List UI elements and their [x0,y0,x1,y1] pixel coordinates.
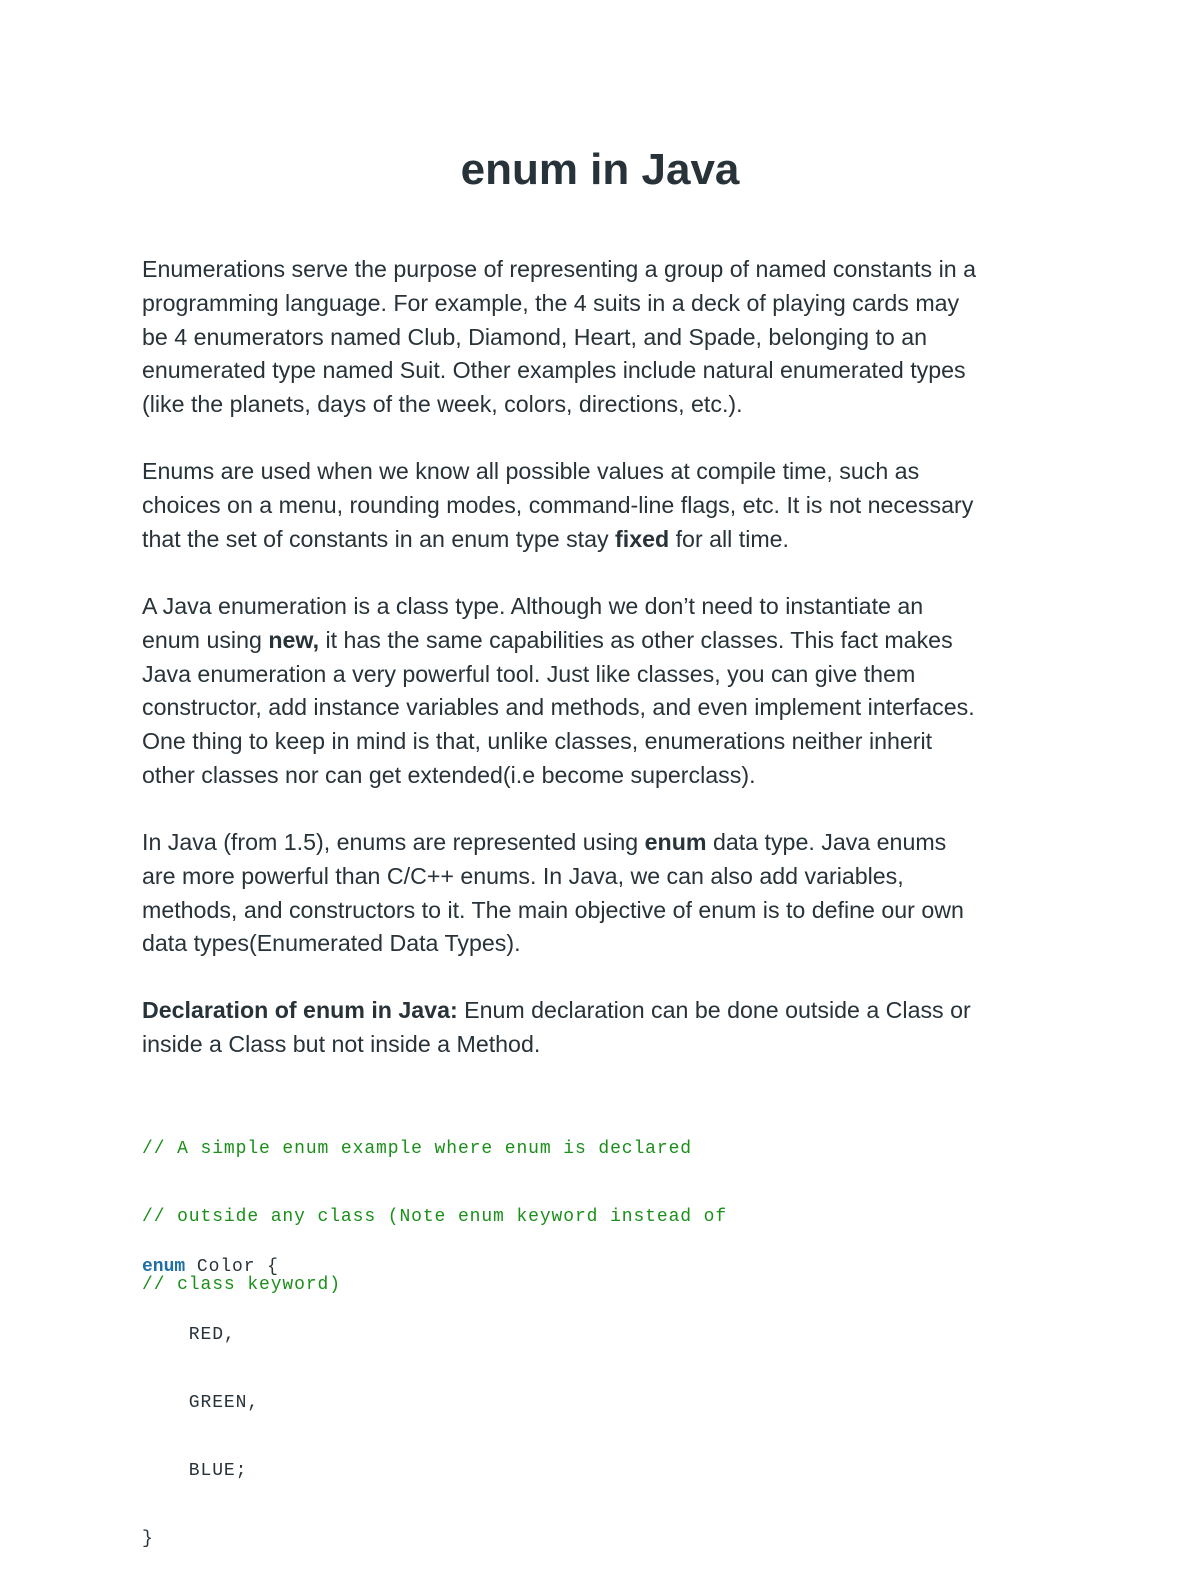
code-keyword: enum [142,1257,186,1277]
bold-heading-declaration: Declaration of enum in Java: [142,997,458,1023]
code-line [142,1253,1042,1281]
text-line: One thing to keep in mind is that, unlike classes, enumerations neither inherit [142,728,933,755]
code-text: Color { [185,1257,279,1277]
text-line: other classes nor can get extended(i.e become superclass). [142,761,756,788]
text-line: be 4 enumerators named Club, Diamond, Heart, and Spade, belonging to an [142,323,928,350]
text-line: methods, and constructors to it. The main objective of enum is to define our own [142,896,964,923]
text-line: programming language. For example, the 4 suits in a deck of playing cards may [142,289,960,316]
text-segment: for all time. [669,525,790,552]
text-line [142,523,1072,557]
text-line [142,994,1072,1028]
code-line: BLUE; [142,1461,248,1481]
text-line [142,624,1072,658]
text-segment: it has the same capabilities as other classes. This fact makes [319,626,953,653]
text-line: constructor, add instance variables and methods, and even implement interfaces. [142,694,975,721]
bold-term-new: new, [268,626,320,653]
text-line: enumerated type named Suit. Other examples include natural enumerated types [142,357,966,384]
text-line: (like the planets, days of the week, colors, directions, etc.). [142,391,743,418]
bold-term-fixed: fixed [615,525,670,552]
paragraph-declaration [142,994,1072,1062]
code-line: GREEN, [142,1393,260,1413]
text-line: Enumerations serve the purpose of representing a group of named constants in a [142,256,976,282]
text-segment: In Java (from 1.5), enums are represented using [142,829,645,855]
text-line: Java enumeration a very powerful tool. Just like classes, you can give them [142,660,916,687]
text-line: data types(Enumerated Data Types). [142,930,521,957]
text-line: Enums are used when we know all possible values at compile time, such as [142,458,920,484]
page-title: enum in Java [460,145,740,194]
text-segment: enum using [142,626,269,653]
text-line: A Java enumeration is a class type. Although we don’t need to instantiate an [142,593,924,619]
code-block-enum [142,1213,1042,1593]
paragraph-enumerations [142,253,1072,422]
code-comment: // class keyword) [142,1275,341,1295]
text-segment: that the set of constants in an enum type stay [142,525,616,552]
code-line: RED, [142,1325,236,1345]
text-line: are more powerful than C/C++ enums. In Java, we can also add variables, [142,862,904,889]
paragraph-java-enums [142,826,1072,961]
text-segment: data type. Java enums [706,829,947,855]
code-comment: // outside any class (Note enum keyword instead of [142,1207,728,1227]
text-line: choices on a menu, rounding modes, command-line flags, etc. It is not necessary [142,491,974,518]
paragraph-enums-usage [142,455,1072,556]
bold-term-enum: enum [644,829,707,855]
code-comment: // A simple enum example where enum is declared [142,1139,692,1159]
code-line: } [142,1529,154,1549]
text-line [142,826,1072,860]
text-line: inside a Class but not inside a Method. [142,1030,541,1057]
text-segment: Enum declaration can be done outside a Class or [457,997,971,1023]
paragraph-class-type [142,590,1072,793]
